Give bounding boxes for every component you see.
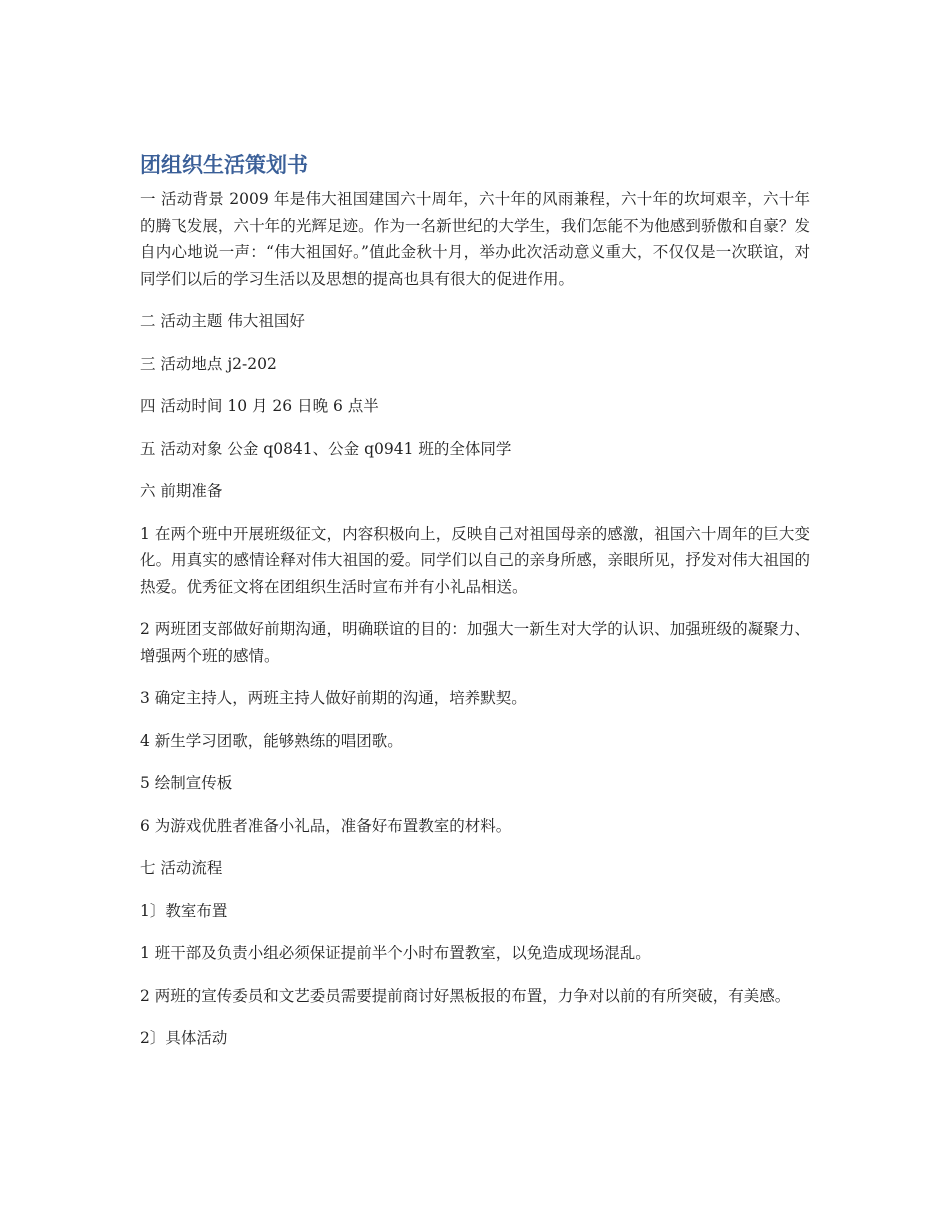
paragraph-activity-heading: 2〕具体活动 — [140, 1029, 228, 1047]
document-page — [140, 150, 810, 1068]
paragraph-prep-4: 4 新生学习团歌，能够熟练的唱团歌。 — [140, 731, 403, 750]
paragraph-classroom-1: 1 班干部及负责小组必须保证提前半个小时布置教室，以免造成现场混乱。 — [140, 944, 651, 962]
paragraph-process-heading: 七 活动流程 — [140, 859, 223, 877]
paragraph-prep-2: 2 两班团支部做好前期沟通，明确联谊的目的：加强大一新生对大学的认识、加强班级的凝聚力、增强两个班的感情。 — [140, 620, 810, 665]
paragraph-classroom-heading: 1〕教室布置 — [140, 901, 228, 920]
paragraph-prep-6: 6 为游戏优胜者准备小礼品，准备好布置教室的材料。 — [140, 816, 512, 835]
paragraph-prep-5: 5 绘制宣传板 — [140, 774, 233, 792]
paragraph-location: 三 活动地点 j2-202 — [140, 354, 277, 373]
paragraph-preparation-heading: 六 前期准备 — [140, 482, 223, 500]
paragraph-audience: 五 活动对象 公金 q0841、公金 q0941 班的全体同学 — [140, 439, 512, 458]
paragraph-time: 四 活动时间 10 月 26 日晚 6 点半 — [140, 397, 379, 415]
paragraph-background: 一 活动背景 2009 年是伟大祖国建国六十周年，六十年的风雨兼程，六十年的坎坷艰辛，六十年的腾飞发展，六十年的光辉足迹。作为一名新世纪的大学生，我们怎能不为他感到骄傲和自豪？发自内心地说一声：“伟大祖国好。”值此金秋十月，举办此次活动意义重大，不仅仅是一次联谊，对同学们以后的学习生活以及思想的提高也具有很大的促进作用。 — [140, 190, 810, 288]
paragraph-prep-1: 1 在两个班中开展班级征文，内容积极向上，反映自己对祖国母亲的感激，祖国六十周年的巨大变化。用真实的感情诠释对伟大祖国的爱。同学们以自己的亲身所感，亲眼所见，抒发对伟大祖国的热爱。优秀征文将在团组织生活时宣布并有小礼品相送。 — [140, 524, 810, 596]
paragraph-prep-3: 3 确定主持人，两班主持人做好前期的沟通，培养默契。 — [140, 689, 527, 707]
document-title: 团组织生活策划书 — [140, 153, 308, 177]
paragraph-classroom-2: 2 两班的宣传委员和文艺委员需要提前商讨好黑板报的布置，力争对以前的有所突破，有美感。 — [140, 986, 791, 1005]
paragraph-theme: 二 活动主题 伟大祖国好 — [140, 312, 305, 330]
